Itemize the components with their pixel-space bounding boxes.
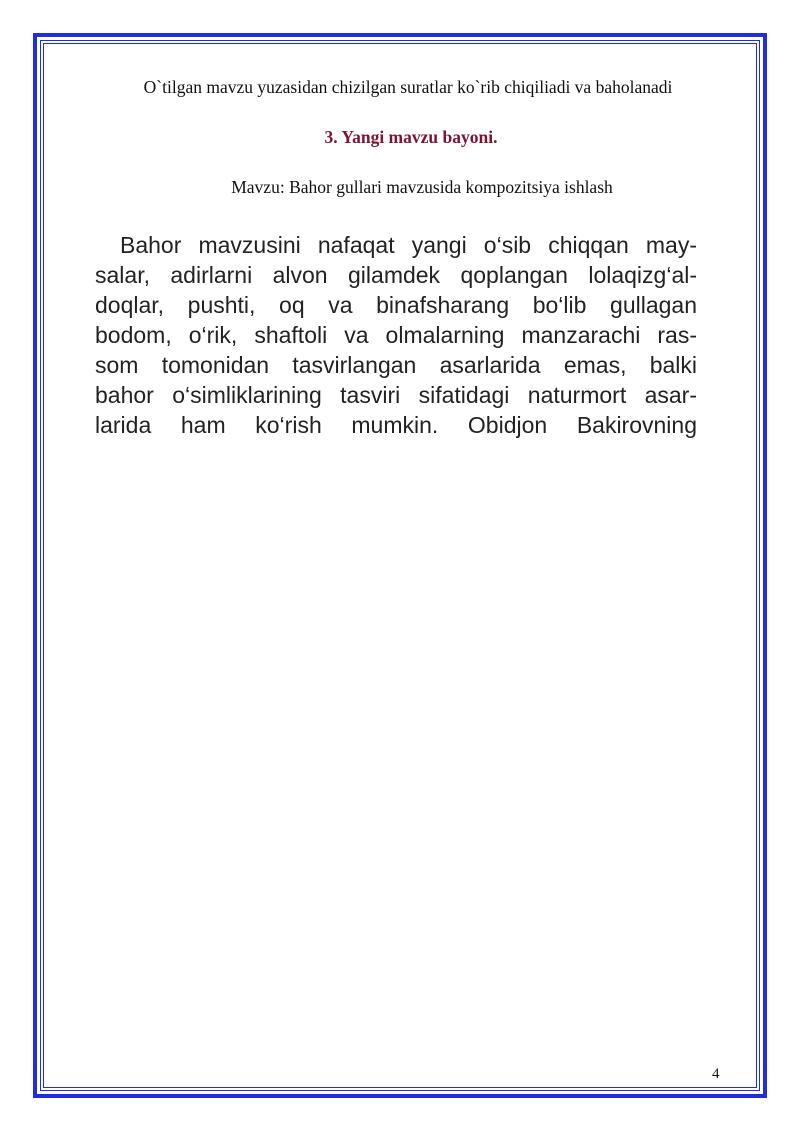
page-number: 4 [712,1066,720,1082]
section-heading: 3. Yangi mavzu bayoni. [324,127,498,147]
book-excerpt-line: bodom, o‘rik, shaftoli va olmalarning manzarachi ras- [95,322,697,348]
book-excerpt-line: bahor o‘simliklarining tasviri sifatidagi naturmort asar- [95,382,697,408]
page-border-inner-second [43,43,757,1088]
book-excerpt-line: Bahor mavzusini nafaqat yangi o‘sib chiqqan may- [120,232,697,258]
book-excerpt-line: som tomonidan tasvirlangan asarlarida emas, balki [95,352,697,378]
book-excerpt-line: larida ham ko‘rish mumkin. Obidjon Bakirovning [95,412,697,438]
topic-line: Mavzu: Bahor gullari mavzusida kompozitsiya ishlash [231,177,613,197]
intro-line: O`tilgan mavzu yuzasidan chizilgan suratlar ko`rib chiqiliadi va baholanadi [143,77,673,97]
book-excerpt-line: salar, adirlarni alvon gilamdek qoplangan lolaqizg‘al- [95,262,697,288]
book-excerpt [95,230,697,440]
book-excerpt-line: doqlar, pushti, oq va binafsharang bo‘lib gullagan [95,292,697,318]
